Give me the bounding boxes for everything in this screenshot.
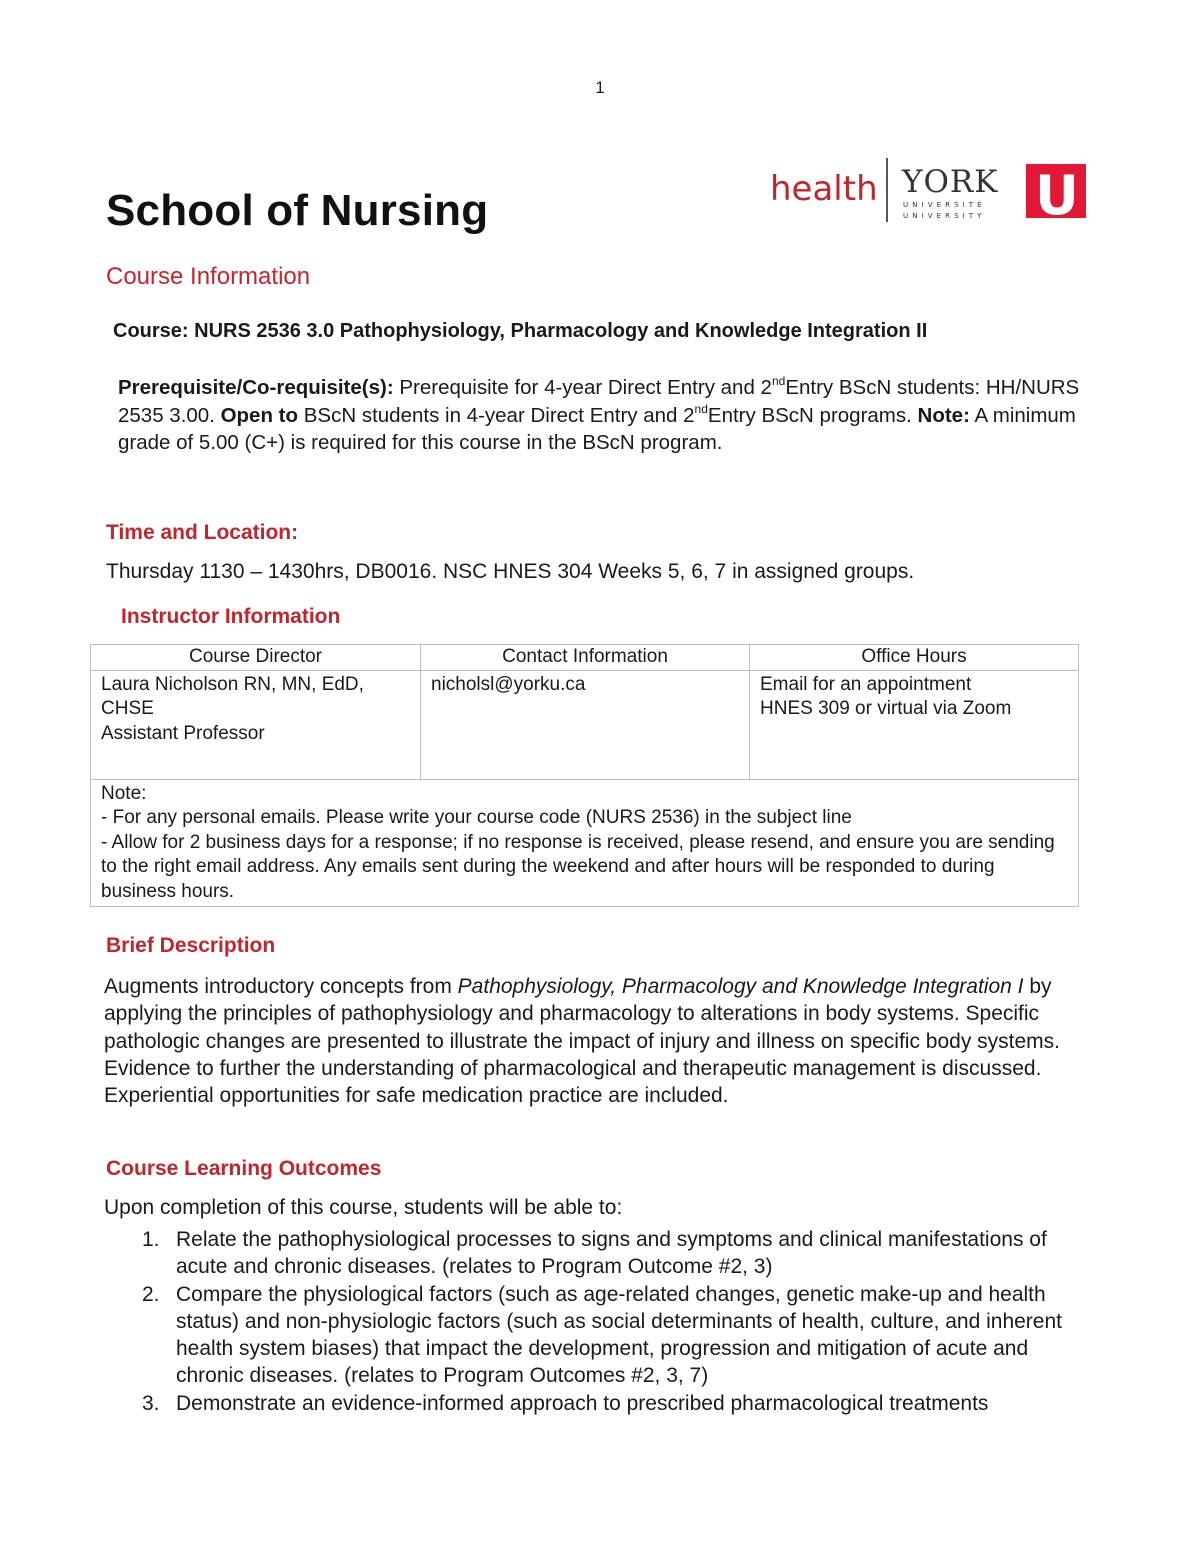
list-item <box>138 1226 1098 1281</box>
logo-divider <box>886 158 888 222</box>
learning-outcomes-list <box>138 1226 1098 1417</box>
instructor-table <box>90 644 1079 907</box>
note-cell <box>91 779 1079 907</box>
prerequisite-text: BScN students in 4-year Direct Entry and 2 <box>303 403 695 427</box>
york-health-logo <box>770 156 1090 226</box>
director-line: CHSE <box>101 698 154 719</box>
note-line: - Allow for 2 business days for a response; if no response is received, please resend, and ensure you are sending to the right email address. Any emails sent during the weekend and after hours will be responded to during business hours. <box>101 831 1055 902</box>
column-header-course-director: Course Director <box>91 645 421 671</box>
open-to-label: Open to <box>220 403 299 427</box>
note-line: Note: <box>101 782 147 804</box>
brief-italic-title: Pathophysiology, Pharmacology and Knowledge Integration I <box>457 975 1024 998</box>
brief-text-part: by applying the principles of pathophysiology and pharmacology to alterations in body systems. Specific pathologic changes are presented to illustrate the impact of injury and illness on specific body systems. Evidence to further the understanding of pharmacological and therapeutic management is discussed. Experiential opportunities for safe medication practice are included. <box>104 975 1061 1108</box>
office-hours-line: Email for an appointment <box>760 673 972 695</box>
learning-outcomes-heading: Course Learning Outcomes <box>106 1157 382 1180</box>
table-note-row <box>91 779 1079 907</box>
note-label: Note: <box>917 403 970 427</box>
superscript: nd <box>694 401 708 416</box>
prerequisite-paragraph <box>118 374 1093 457</box>
note-line: - For any personal emails. Please write your course code (NURS 2536) in the subject line <box>101 807 852 828</box>
table-header-row <box>91 645 1079 671</box>
course-line <box>113 320 927 343</box>
office-hours-line: HNES 309 or virtual via Zoom <box>760 698 1012 719</box>
logo-health-text: health <box>770 169 878 209</box>
brief-description-heading: Brief Description <box>106 934 276 957</box>
learning-outcomes-intro: Upon completion of this course, students will be able to: <box>104 1196 623 1219</box>
instructor-information-heading: Instructor Information <box>121 605 341 628</box>
list-item <box>138 1281 1098 1390</box>
office-hours-cell <box>750 670 1079 779</box>
time-location-heading: Time and Location: <box>106 521 299 544</box>
logo-york-text: YORK <box>902 164 999 200</box>
director-line: Laura Nicholson RN, MN, EdD, <box>101 673 364 695</box>
prerequisite-text: A minimum grade of 5.00 (C+) is required for this course in the BScN program. <box>118 403 1076 454</box>
page-number: 1 <box>595 78 605 97</box>
table-row <box>91 670 1079 779</box>
director-line: Assistant Professor <box>101 722 265 744</box>
time-location-text: Thursday 1130 – 1430hrs, DB0016. NSC HNES 304 Weeks 5, 6, 7 in assigned groups. <box>106 560 915 583</box>
email-link[interactable]: nicholsl@yorku.ca <box>431 673 586 695</box>
brief-description-text <box>104 973 1089 1109</box>
list-text: Relate the pathophysiological processes to signs and symptoms and clinical manifestations of acute and chronic diseases. (relates to Program Outcome #2, 3) <box>176 1228 1047 1279</box>
list-text: Compare the physiological factors (such as age-related changes, genetic make-up and health status) and non-physiologic factors (such as social determinants of health, culture, and inherent health system biases) that impact the development, progression and mitigation of acute and chronic diseases. (relates to Program Outcomes #2, 3, 7) <box>176 1282 1062 1388</box>
logo-university-text: UNIVERSITY <box>903 212 986 220</box>
logo-universite-text: UNIVERSITÉ <box>903 201 986 209</box>
column-header-office-hours: Office Hours <box>750 645 1079 671</box>
column-header-contact: Contact Information <box>421 645 750 671</box>
page-title: School of Nursing <box>106 186 489 235</box>
list-item <box>138 1390 1098 1417</box>
course-label: Course: <box>113 320 189 342</box>
logo-u-letter: U <box>1035 164 1079 226</box>
course-value: NURS 2536 3.0 Pathophysiology, Pharmacology and Knowledge Integration II <box>194 320 928 342</box>
list-number: 1. <box>142 1228 160 1251</box>
york-logo-graphic <box>770 156 1090 226</box>
course-information-heading: Course Information <box>106 263 311 290</box>
course-director-cell <box>91 670 421 779</box>
contact-cell <box>421 670 750 779</box>
list-number: 3. <box>142 1391 160 1415</box>
superscript: nd <box>771 374 786 388</box>
prerequisite-text: Entry BScN students: HH/NURS 2535 3.00. <box>118 376 1080 427</box>
brief-text-part: Augments introductory concepts from <box>104 975 458 998</box>
prerequisite-text: Entry BScN programs. <box>707 403 918 427</box>
prerequisite-label: Prerequisite/Co-requisite(s): <box>118 376 394 399</box>
list-number: 2. <box>142 1282 160 1306</box>
list-text: Demonstrate an evidence-informed approach to prescribed pharmacological treatments <box>176 1391 989 1415</box>
prerequisite-text: Prerequisite for 4-year Direct Entry and 2 <box>399 376 772 399</box>
